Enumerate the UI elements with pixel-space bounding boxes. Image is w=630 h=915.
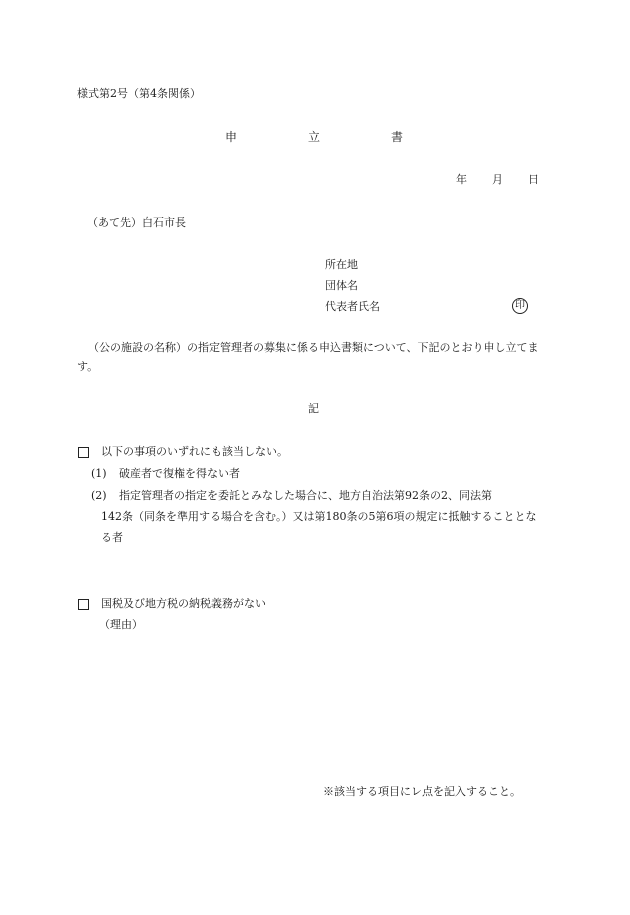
sub-item-2-line-1: 指定管理者の指定を委託とみなした場合に、地方自治法第92条の2、同法第 (119, 489, 492, 502)
seal-label: 印 (515, 300, 525, 311)
title-char-3: 書 (391, 130, 404, 144)
organization-label: 団体名 (325, 279, 358, 292)
item-1-text: 以下の事項のいずれにも該当しない。 (101, 445, 288, 458)
footnote: ※該当する項目にレ点を記入すること。 (323, 785, 521, 798)
sub-item-2-line-2: 142条（同条を準用する場合を含む。）又は第180条の5第6項の規定に抵触することとな (101, 510, 537, 523)
title-char-1: 申 (225, 130, 238, 144)
representative-label: 代表者氏名 (325, 300, 380, 313)
sub-item-2-line-3: る者 (101, 531, 123, 544)
seal-mark (512, 298, 528, 314)
intro-paragraph: （公の施設の名称）の指定管理者の募集に係る申込書類について、下記のとおり申し立てます。 (77, 341, 539, 373)
reason-label: （理由） (99, 618, 143, 631)
date-month-label: 月 (492, 173, 503, 186)
ki-heading: 記 (308, 402, 319, 415)
date-day-label: 日 (528, 173, 539, 186)
title-char-2: 立 (308, 130, 321, 144)
sub-item-2-number: (2) (91, 489, 107, 502)
addressee: （あて先）白石市長 (87, 216, 186, 229)
sub-item-1-number: (1) (91, 467, 107, 480)
sub-item-1-text: 破産者で復権を得ない者 (119, 467, 240, 480)
checkbox-item-1[interactable] (78, 447, 89, 458)
address-label: 所在地 (325, 258, 358, 271)
item-2-text: 国税及び地方税の納税義務がない (101, 597, 266, 610)
checkbox-item-2[interactable] (78, 599, 89, 610)
form-number: 様式第2号（第4条関係） (77, 87, 201, 100)
date-year-label: 年 (456, 173, 467, 186)
